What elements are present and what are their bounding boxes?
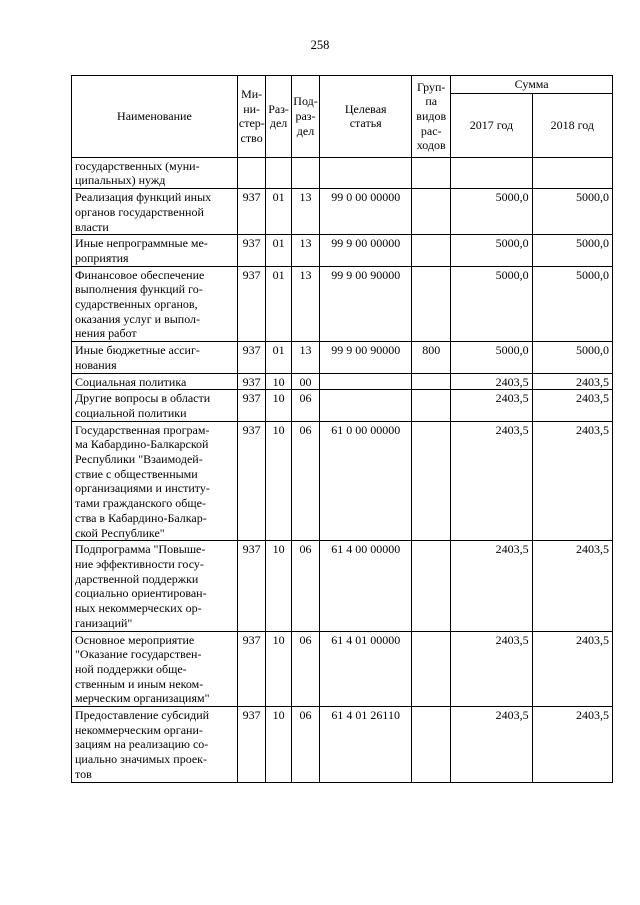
row-sum-2018-cell: 5000,0: [532, 342, 612, 373]
row-section-cell: 01: [266, 189, 291, 235]
row-expense-group-cell: [412, 189, 451, 235]
row-sum-2017-cell: 5000,0: [451, 235, 532, 266]
row-expense-group-cell: [412, 390, 451, 421]
row-name-cell: Основное мероприятие "Оказание государствен- ной поддержки обще- ственным и иным неком- мерческим организациям": [72, 631, 238, 707]
row-expense-group-cell: [412, 373, 451, 390]
row-sum-2017-cell: 2403,5: [451, 390, 532, 421]
table-row: [72, 189, 613, 235]
row-subsection-cell: [291, 157, 320, 188]
row-name-cell: Подпрограмма "Повыше- ние эффективности госу- дарственной поддержки социально ориентирован- ных некоммерческих ор- ганизаций": [72, 541, 238, 631]
row-target-article-cell: 61 4 01 00000: [320, 631, 412, 707]
table-row: [72, 157, 613, 188]
row-name-cell: Иные непрограммные ме- роприятия: [72, 235, 238, 266]
table-row: [72, 631, 613, 707]
row-expense-group-cell: [412, 235, 451, 266]
row-ministry-cell: 937: [237, 266, 266, 342]
row-section-cell: 10: [266, 541, 291, 631]
table-row: [72, 266, 613, 342]
row-ministry-cell: 937: [237, 342, 266, 373]
row-ministry-cell: 937: [237, 541, 266, 631]
row-target-article-cell: 61 4 00 00000: [320, 541, 412, 631]
row-subsection-cell: 06: [291, 631, 320, 707]
row-subsection-cell: 13: [291, 342, 320, 373]
row-sum-2018-cell: 5000,0: [532, 189, 612, 235]
row-subsection-cell: 13: [291, 235, 320, 266]
header-name: Наименование: [72, 76, 238, 158]
row-subsection-cell: 06: [291, 541, 320, 631]
header-sum: Сумма: [451, 76, 613, 94]
page-number: 258: [310, 38, 330, 52]
header-subsection: Под- раз- дел: [291, 76, 320, 158]
row-section-cell: 10: [266, 631, 291, 707]
row-name-cell: Предоставление субсидий некоммерческим органи- зациям на реализацию со- циально значимых проек- тов: [72, 707, 238, 783]
header-year-2017: 2017 год: [451, 93, 532, 157]
table-row: [72, 390, 613, 421]
row-target-article-cell: [320, 390, 412, 421]
row-name-cell: Реализация функций иных органов государственной власти: [72, 189, 238, 235]
row-expense-group-cell: [412, 631, 451, 707]
row-ministry-cell: 937: [237, 373, 266, 390]
row-target-article-cell: [320, 157, 412, 188]
row-section-cell: [266, 157, 291, 188]
row-expense-group-cell: [412, 541, 451, 631]
header-target-article: Целевая статья: [320, 76, 412, 158]
table-row: [72, 235, 613, 266]
row-section-cell: 10: [266, 707, 291, 783]
row-name-cell: Иные бюджетные ассиг- нования: [72, 342, 238, 373]
table-row: [72, 421, 613, 541]
row-name-cell: Социальная политика: [72, 373, 238, 390]
row-name-cell: Другие вопросы в области социальной политики: [72, 390, 238, 421]
row-subsection-cell: 13: [291, 189, 320, 235]
row-ministry-cell: 937: [237, 631, 266, 707]
row-sum-2018-cell: 2403,5: [532, 390, 612, 421]
row-expense-group-cell: [412, 266, 451, 342]
row-section-cell: 01: [266, 342, 291, 373]
row-sum-2018-cell: 2403,5: [532, 541, 612, 631]
table-row: [72, 707, 613, 783]
row-ministry-cell: 937: [237, 189, 266, 235]
row-sum-2018-cell: 5000,0: [532, 235, 612, 266]
table-row: [72, 373, 613, 390]
row-sum-2018-cell: [532, 157, 612, 188]
row-section-cell: 10: [266, 373, 291, 390]
row-target-article-cell: 99 9 00 90000: [320, 342, 412, 373]
budget-table: [71, 75, 613, 783]
row-section-cell: 10: [266, 390, 291, 421]
row-name-cell: государственных (муни- ципальных) нужд: [72, 157, 238, 188]
row-ministry-cell: [237, 157, 266, 188]
row-ministry-cell: 937: [237, 421, 266, 541]
row-section-cell: 01: [266, 266, 291, 342]
row-subsection-cell: 06: [291, 421, 320, 541]
header-section: Раз- дел: [266, 76, 291, 158]
header-year-2018: 2018 год: [532, 93, 612, 157]
row-section-cell: 10: [266, 421, 291, 541]
table-row: [72, 541, 613, 631]
row-sum-2018-cell: 2403,5: [532, 631, 612, 707]
table-row: [72, 342, 613, 373]
row-subsection-cell: 06: [291, 707, 320, 783]
row-target-article-cell: 99 9 00 90000: [320, 266, 412, 342]
row-sum-2017-cell: 5000,0: [451, 189, 532, 235]
row-target-article-cell: [320, 373, 412, 390]
row-section-cell: 01: [266, 235, 291, 266]
row-name-cell: Государственная програм- ма Кабардино-Балкарской Республики "Взаимодей- ствие с общественными организациями и институ- тами гражданского обще- ства в Кабардино-Балкар- ской Республике": [72, 421, 238, 541]
row-ministry-cell: 937: [237, 235, 266, 266]
header-expense-group: Груп- па видов рас- ходов: [412, 76, 451, 158]
row-sum-2017-cell: 5000,0: [451, 266, 532, 342]
row-ministry-cell: 937: [237, 390, 266, 421]
row-sum-2017-cell: 2403,5: [451, 631, 532, 707]
row-subsection-cell: 00: [291, 373, 320, 390]
row-expense-group-cell: [412, 707, 451, 783]
row-target-article-cell: 99 0 00 00000: [320, 189, 412, 235]
row-sum-2017-cell: 2403,5: [451, 707, 532, 783]
row-expense-group-cell: 800: [412, 342, 451, 373]
row-sum-2017-cell: [451, 157, 532, 188]
row-target-article-cell: 61 4 01 26110: [320, 707, 412, 783]
row-sum-2018-cell: 2403,5: [532, 373, 612, 390]
row-subsection-cell: 13: [291, 266, 320, 342]
row-expense-group-cell: [412, 157, 451, 188]
row-target-article-cell: 99 9 00 00000: [320, 235, 412, 266]
row-sum-2017-cell: 2403,5: [451, 373, 532, 390]
row-name-cell: Финансовое обеспечение выполнения функций го- сударственных органов, оказания услуг и выпол- нения работ: [72, 266, 238, 342]
row-sum-2018-cell: 5000,0: [532, 266, 612, 342]
row-sum-2017-cell: 2403,5: [451, 421, 532, 541]
row-sum-2018-cell: 2403,5: [532, 707, 612, 783]
row-subsection-cell: 06: [291, 390, 320, 421]
header-ministry: Ми- ни- стер- ство: [237, 76, 266, 158]
row-expense-group-cell: [412, 421, 451, 541]
row-sum-2017-cell: 2403,5: [451, 541, 532, 631]
row-target-article-cell: 61 0 00 00000: [320, 421, 412, 541]
row-ministry-cell: 937: [237, 707, 266, 783]
row-sum-2018-cell: 2403,5: [532, 421, 612, 541]
row-sum-2017-cell: 5000,0: [451, 342, 532, 373]
